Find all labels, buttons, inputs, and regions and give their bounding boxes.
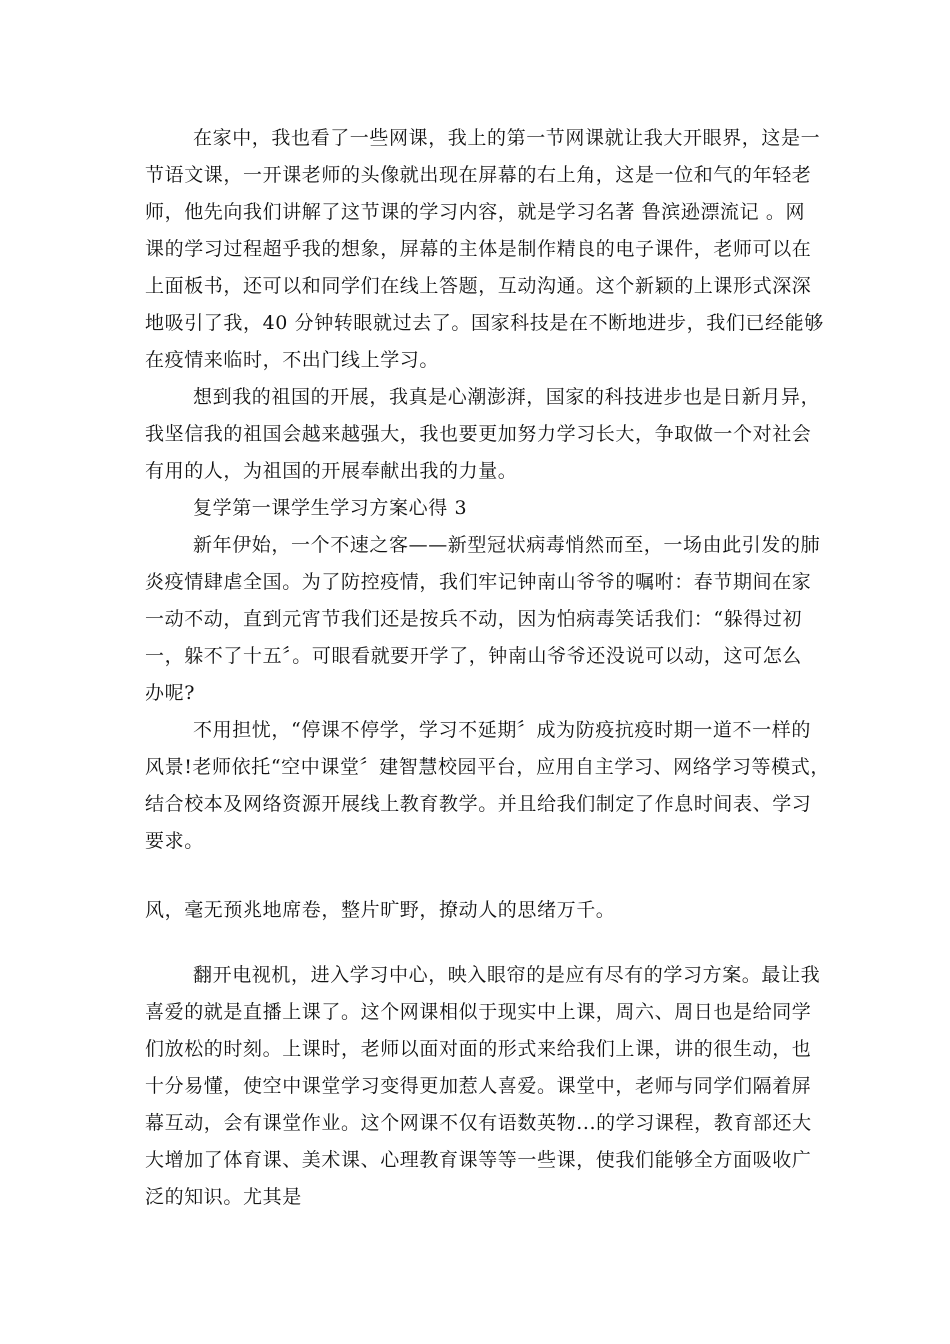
paragraph-line: 一动不动，直到元宵节我们还是按兵不动，因为怕病毒笑话我们：“躲得过初	[145, 608, 803, 630]
paragraph-line: 们放松的时刻。上课时，老师以面对面的形式来给我们上课，讲的很生动，也	[145, 1038, 812, 1060]
paragraph-line: 上面板书，还可以和同学们在线上答题，互动沟通。这个新颖的上课形式深深	[145, 275, 812, 297]
paragraph-line: 大增加了体育课、美术课、心理教育课等等一些课，使我们能够全方面吸收广	[145, 1149, 812, 1171]
paragraph-line: 在疫情来临时，不出门线上学习。	[145, 349, 440, 371]
paragraph-line: 课的学习过程超乎我的想象，屏幕的主体是制作精良的电子课件，老师可以在	[145, 238, 812, 260]
paragraph-line: 师，他先向我们讲解了这节课的学习内容，就是学习名著 鲁滨逊漂流记 。网	[145, 201, 806, 223]
paragraph-line: 有用的人，为祖国的开展奉献出我的力量。	[145, 460, 518, 482]
paragraph-line: 办呢?	[145, 682, 195, 704]
paragraph-line: 幕互动，会有课堂作业。这个网课不仅有语数英物...的学习课程，教育部还大	[145, 1112, 812, 1134]
paragraph-line: 在家中，我也看了一些网课，我上的第一节网课就让我大开眼界，这是一	[193, 127, 821, 149]
paragraph-line: 要求。	[145, 830, 204, 852]
paragraph-line: 我坚信我的祖国会越来越强大，我也要更加努力学习长大，争取做一个对社会	[145, 423, 812, 445]
section-heading: 复学第一课学生学习方案心得 3	[193, 497, 468, 519]
paragraph-line: 十分易懂，使空中课堂学习变得更加惹人喜爱。课堂中，老师与同学们隔着屏	[145, 1075, 812, 1097]
paragraph-line: 地吸引了我，40 分钟转眼就过去了。国家科技是在不断地进步，我们已经能够	[145, 312, 824, 334]
paragraph-line: 风，毫无预兆地席卷，整片旷野，撩动人的思绪万千。	[145, 899, 616, 921]
paragraph-line: 一，躲不了十五〞。可眼看就要开学了，钟南山爷爷还没说可以动，这可怎么	[145, 645, 802, 667]
paragraph-line: 喜爱的就是直播上课了。这个网课相似于现实中上课，周六、周日也是给同学	[145, 1001, 812, 1023]
paragraph-line: 不用担忧，“停课不停学，学习不延期〞成为防疫抗疫时期一道不一样的	[193, 719, 811, 741]
paragraph-line: 炎疫情肆虐全国。为了防控疫情，我们牢记钟南山爷爷的嘱咐：春节期间在家	[145, 571, 812, 593]
paragraph-line: 翻开电视机，进入学习中心，映入眼帘的是应有尽有的学习方案。最让我	[193, 964, 821, 986]
paragraph-line: 想到我的祖国的开展，我真是心潮澎湃，国家的科技进步也是日新月异，	[193, 386, 821, 408]
paragraph-line: 泛的知识。尤其是	[145, 1186, 302, 1208]
paragraph-line: 节语文课，一开课老师的头像就出现在屏幕的右上角，这是一位和气的年轻老	[145, 164, 812, 186]
paragraph-line: 风景!老师依托“空中课堂〞建智慧校园平台，应用自主学习、网络学习等模式，	[145, 756, 830, 778]
paragraph-line: 新年伊始，一个不速之客——新型冠状病毒悄然而至，一场由此引发的肺	[193, 534, 821, 556]
paragraph-line: 结合校本及网络资源开展线上教育教学。并且给我们制定了作息时间表、学习	[145, 793, 812, 815]
